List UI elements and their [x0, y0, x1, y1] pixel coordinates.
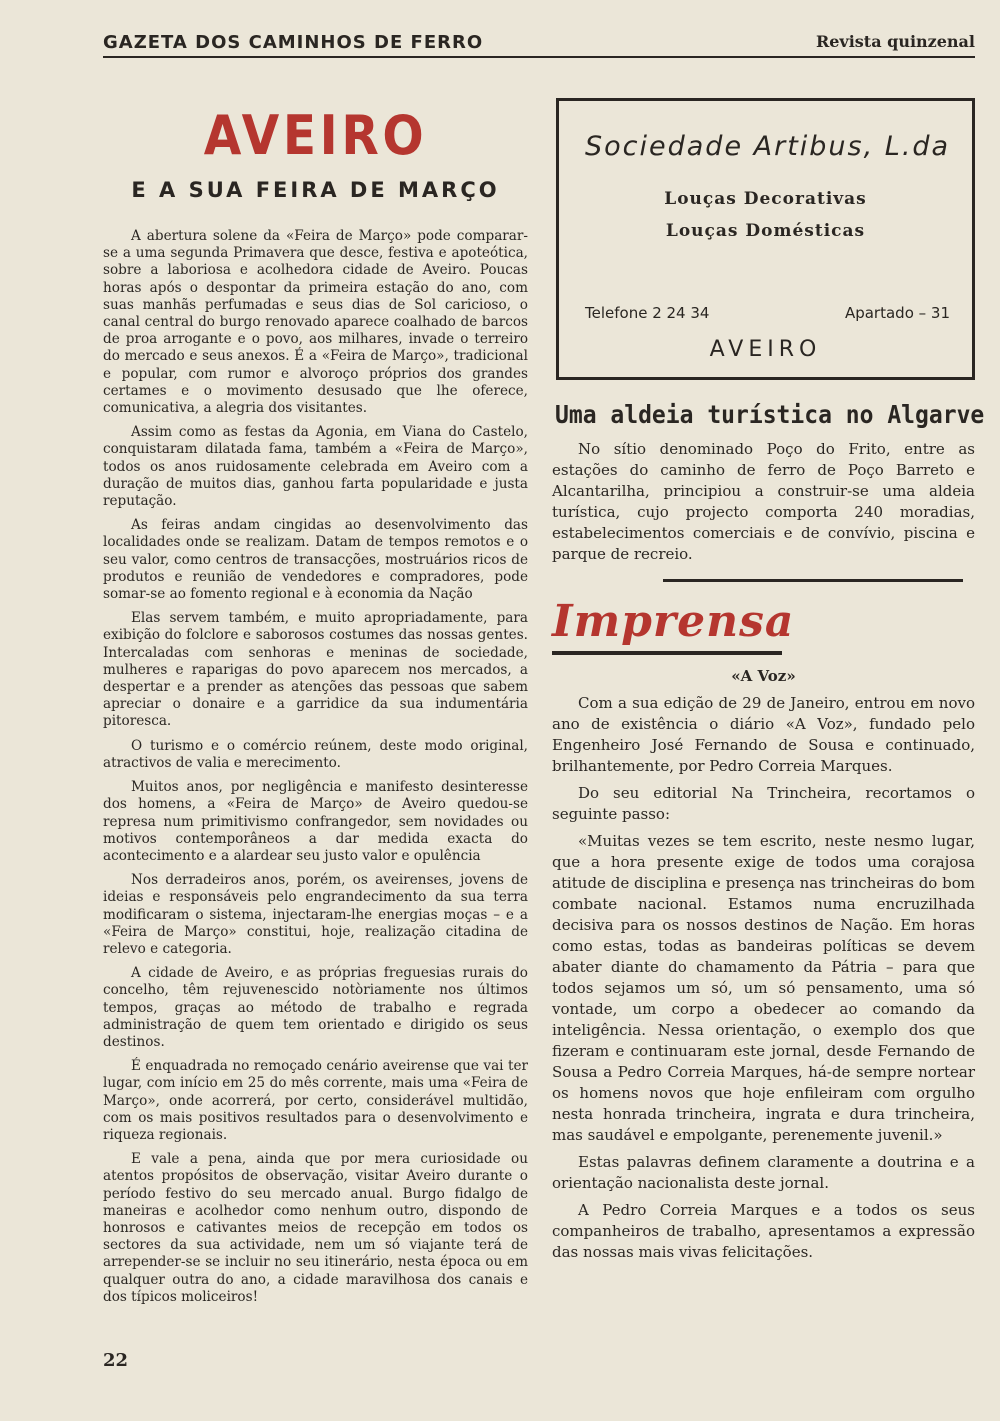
aveiro-paragraph: Assim como as festas da Agonia, em Viana do Castelo, conquistaram dilatada fama, também a «Feira de Março», todos os anos ruidosamente celebrada em Aveiro com a duração de muitos dias, ganhou farta popularidade e justa reputação.	[103, 424, 528, 510]
aveiro-subtitle: E A SUA FEIRA DE MARÇO	[131, 178, 500, 202]
artibus-advert	[556, 98, 975, 380]
aveiro-article	[103, 100, 528, 1313]
publication-title: GAZETA DOS CAMINHOS DE FERRO	[103, 32, 484, 53]
aveiro-paragraph: As feiras andam cingidas ao desenvolvimento das localidades onde se realizam. Datam de tempos remotos e o seu valor, como centros de transacções, mostruários ricos de produtos e reunião de vendedores e compradores, pode somar-se ao fomento regional e à economia da Nação	[103, 517, 528, 603]
publication-frequency: Revista quinzenal	[815, 32, 975, 51]
advert-line-domestic: Louças Domésticas	[665, 221, 866, 241]
section-divider	[663, 579, 963, 582]
aveiro-paragraph: E vale a pena, ainda que por mera curiosidade ou atentos propósitos de observação, visitar Aveiro durante o período festivo do seu mercado anual. Burgo fidalgo de maneiras e acolhedor como nenhum outro, dispondo de honrosos e cativantes meios de recepção em todos os sectores da sua actividade, nem um só viajante terá de arrepender-se se incluir no seu itinerário, nesta época ou em qualquer outra do ano, a cidade maravilhosa dos canais e dos típicos moliceiros!	[103, 1151, 528, 1305]
imprensa-paragraph: Com a sua edição de 29 de Janeiro, entrou em novo ano de existência o diário «A Voz», fundado pelo Engenheiro José Fernando de Sousa e continuado, brilhantemente, por Pedro Correia Marques.	[552, 694, 975, 775]
aveiro-title: AVEIRO	[203, 104, 428, 167]
aldeia-title: Uma aldeia turística no Algarve	[555, 400, 985, 429]
imprensa-subhead: «A Voz»	[731, 667, 796, 685]
aveiro-paragraph: A cidade de Aveiro, e as próprias freguesias rurais do concelho, têm rejuvenescido notòriamente nos últimos tempos, graças ao método de trabalho e regrada administração de quem tem orientado e dirigido os seus destinos.	[103, 965, 528, 1050]
aveiro-paragraph: O turismo e o comércio reúnem, deste modo original, atractivos de valia e merecimento.	[103, 737, 528, 771]
aveiro-paragraph: É enquadrada no remoçado cenário aveirense que vai ter lugar, com início em 25 do mês corrente, mais uma «Feira de Março», onde acorrerá, por certo, considerável multidão, com os mais positivos resultados para o desenvolvimento e riqueza regionais.	[103, 1058, 528, 1143]
aveiro-paragraph: Muitos anos, por negligência e manifesto desinteresse dos homens, a «Feira de Março» de Aveiro quedou-se represa num primitivismo confrangedor, sem novidades ou motivos contemporâneos a dar medida exacta do acontecimento e a alardear seu justo valor e opulência	[103, 779, 528, 864]
aveiro-paragraph: Nos derradeiros anos, porém, os aveirenses, jovens de ideias e responsáveis pelo engrandecimento da sua terra modificaram o sistema, injectaram-lhe energias moças – e a «Feira de Março» constitui, hoje, realização citadina de relevo e categoria.	[103, 872, 528, 957]
aveiro-paragraph: Elas servem também, e muito apropriadamente, para exibição do folclore e saborosos costumes das nossas gentes. Intercaladas com senhoras e meninas de sociedade, mulheres e raparigas do povo aparecem nos mercados, a despertar e a prender as atenções das pessoas que sabem apreciar o donaire e a garridice da sua indumentária pitoresca.	[103, 610, 528, 730]
imprensa-section-title: Imprensa	[552, 596, 795, 647]
running-header	[103, 30, 975, 58]
imprensa-underline	[552, 651, 782, 655]
page-number: 22	[103, 1350, 129, 1371]
advert-phone: Telefone 2 24 34	[585, 304, 710, 322]
imprensa-paragraph: Estas palavras definem claramente a doutrina e a orientação nacionalista deste jornal.	[552, 1153, 975, 1192]
imprensa-paragraph: Do seu editorial Na Trincheira, recortamos o seguinte passo:	[552, 784, 975, 823]
advert-line-decorative: Louças Decorativas	[664, 189, 867, 209]
advert-po-box: Apartado – 31	[844, 304, 950, 322]
imprensa-quote: «Muitas vezes se tem escrito, neste nesmo lugar, que a hora presente exige de todos uma corajosa atitude de disciplina e presença nas trincheiras do bom combate nacional. Estamos numa encruzilhada decisiva para os nossos destinos de Nação. Em horas como estas, todas as bandeiras políticas se devem abater diante do chamamento da Pátria – para que todos sejamos um só, um só pensamento, uma só vontade, um corpo a obedecer ao comando da inteligência. Nessa orientação, o exemplo dos que fizeram e continuaram este jornal, desde Fernando de Sousa a Pedro Correia Marques, há-de sempre nortear os homens novos que hoje enfileiram com orgulho nesta honrada trincheira, ingrata e dura trincheira, mas saudável e empolgante, perenemente juvenil.»	[552, 832, 975, 1144]
imprensa-paragraph: A Pedro Correia Marques e a todos os seus companheiros de trabalho, apresentamos a expressão das nossas mais vivas felicitações.	[552, 1201, 975, 1261]
aveiro-paragraph: A abertura solene da «Feira de Março» pode comparar-se a uma segunda Primavera que desce, festiva e apoteótica, sobre a laboriosa e acolhedora cidade de Aveiro. Poucas horas após o despontar da primeira estação do ano, com suas manhãs perfumadas e seus dias de Sol caricioso, o canal central do burgo renovado aparece coalhado de barcos de proa arrogante e o povo, aos milhares, invade o terreiro do mercado e seus anexos. É a «Feira de Março», tradicional e popular, com rumor e alvoroço próprios dos grandes certames e o movimento desusado que lhe oferece, comunicativa, a alegria dos visitantes.	[103, 228, 528, 417]
advert-city: AVEIRO	[709, 337, 822, 362]
aldeia-paragraph: No sítio denominado Poço do Frito, entre as estações do caminho de ferro de Poço Barreto e Alcantarilha, principiou a construir-se uma aldeia turística, cujo projecto comporta 240 moradias, estabelecimentos comerciais e de convívio, piscina e parque de recreio.	[552, 440, 975, 563]
right-column	[552, 98, 985, 1269]
advert-company-name: Sociedade Artibus, L.da	[585, 131, 951, 162]
